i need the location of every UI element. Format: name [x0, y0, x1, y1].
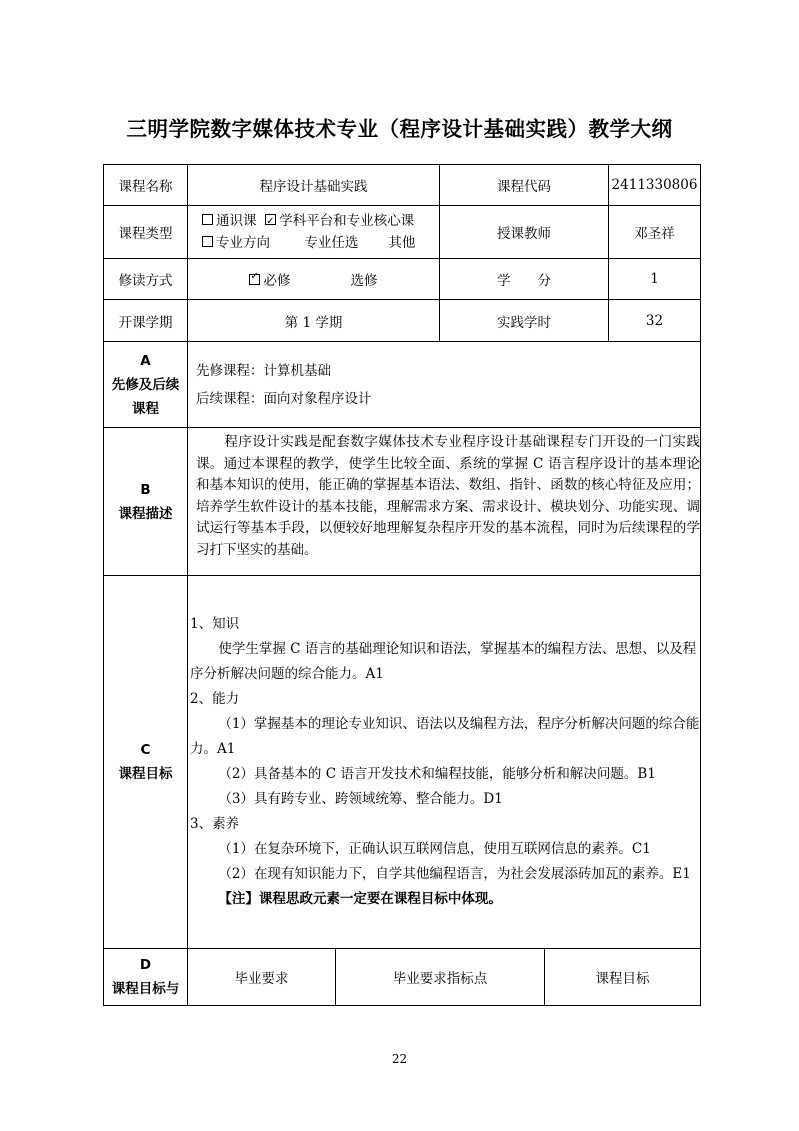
row-course-type [104, 206, 701, 259]
section-b-label: B 课程描述 [104, 428, 188, 576]
requirement-indicator-header: 毕业要求指标点 [336, 949, 545, 1006]
practice-hours-label: 实践学时 [440, 300, 609, 342]
course-code-value: 2411330806 [609, 165, 701, 206]
course-goal-header: 课程目标 [545, 949, 701, 1006]
type-option-direction: 专业方向 [216, 235, 270, 251]
row-section-c [104, 576, 701, 949]
goal-ability-2: （2）具备基本的 C 语言开发技术和编程技能，能够分析和解决问题。B1 [218, 766, 656, 782]
row-section-a [104, 342, 701, 428]
goal-ability-1: （1）掌握基本的理论专业知识、语法以及编程方法，程序分析解决问题的综合能力。A1 [190, 716, 700, 757]
row-study-mode [104, 259, 701, 300]
section-c-content [188, 576, 701, 949]
course-name-value: 程序设计基础实践 [188, 165, 440, 206]
checkbox-checked-icon [265, 214, 276, 225]
type-option-core: 学科平台和专业核心课 [279, 213, 415, 229]
checkbox-unchecked-icon [202, 214, 213, 225]
goal-knowledge-text: 使学生掌握 C 语言的基础理论知识和语法，掌握基本的编程方法、思想、以及程序分析解决问题的综合能力。A1 [190, 641, 697, 682]
practice-hours-value: 32 [609, 300, 701, 342]
course-name-label: 课程名称 [104, 165, 188, 206]
goal-quality-1: （1）在复杂环境下，正确认识互联网信息，使用互联网信息的素养。C1 [218, 841, 651, 857]
row-course-name [104, 165, 701, 206]
followup-course: 后续课程：面向对象程序设计 [196, 390, 372, 407]
course-description: 程序设计实践是配套数字媒体技术专业程序设计基础课程专门开设的一门实践课。通过本课程的教学，使学生比较全面、系统的掌握 C 语言程序设计的基本理论和基本知识的使用，能正确的掌握基本语法、数组、指针、函数的核心特征及应用；培养学生软件设计的基本技能，理解需求方案、需求设计、模块划分、功能实现、调试运行等基本手段，以便较好地理解复杂程序开发的基本流程，同时为后续课程的学习打下坚实的基础。 [196, 434, 700, 558]
ideology-note: 【注】课程思政元素一定要在课程目标中体现。 [218, 891, 502, 907]
checkbox-unchecked-icon [202, 236, 213, 247]
row-semester [104, 300, 701, 342]
document-title: 三明学院数字媒体技术专业（程序设计基础实践）教学大纲 [126, 117, 673, 141]
row-section-b [104, 428, 701, 576]
prereq-course: 先修课程：计算机基础 [196, 362, 331, 379]
type-option-elective: 专业任选 [304, 235, 359, 251]
row-section-d [104, 949, 701, 1006]
course-type-options [188, 206, 440, 259]
section-d-label: D 课程目标与 [104, 949, 188, 1006]
semester-value: 第 1 学期 [188, 300, 440, 342]
credit-label: 学 分 [440, 259, 609, 300]
section-c-label: C 课程目标 [104, 576, 188, 949]
teacher-value: 邓圣祥 [609, 206, 701, 259]
teacher-label: 授课教师 [440, 206, 609, 259]
mode-required: 必修 [263, 273, 291, 289]
course-type-label: 课程类型 [104, 206, 188, 259]
study-mode-options [188, 259, 440, 300]
credit-value: 1 [609, 259, 701, 300]
study-mode-label: 修读方式 [104, 259, 188, 300]
page-number: 22 [391, 1052, 408, 1066]
mode-elective: 选修 [350, 273, 378, 289]
semester-label: 开课学期 [104, 300, 188, 342]
course-code-label: 课程代码 [440, 165, 609, 206]
section-b-content [188, 428, 701, 576]
graduation-requirement-header: 毕业要求 [188, 949, 336, 1006]
goal-heading-quality: 3、素养 [190, 816, 240, 832]
type-option-other: 其他 [388, 235, 416, 251]
goal-heading-ability: 2、能力 [190, 691, 240, 707]
section-a-content [188, 342, 701, 428]
goal-heading-knowledge: 1、知识 [190, 616, 240, 632]
checkbox-checked-icon [249, 274, 260, 285]
goal-ability-3: （3）具有跨专业、跨领域统筹、整合能力。D1 [218, 791, 503, 807]
section-a-label: A 先修及后续 课程 [104, 342, 188, 428]
type-option-general: 通识课 [216, 213, 257, 229]
syllabus-table [103, 164, 701, 1006]
goal-quality-2: （2）在现有知识能力下，自学其他编程语言，为社会发展添砖加瓦的素养。E1 [218, 866, 691, 882]
